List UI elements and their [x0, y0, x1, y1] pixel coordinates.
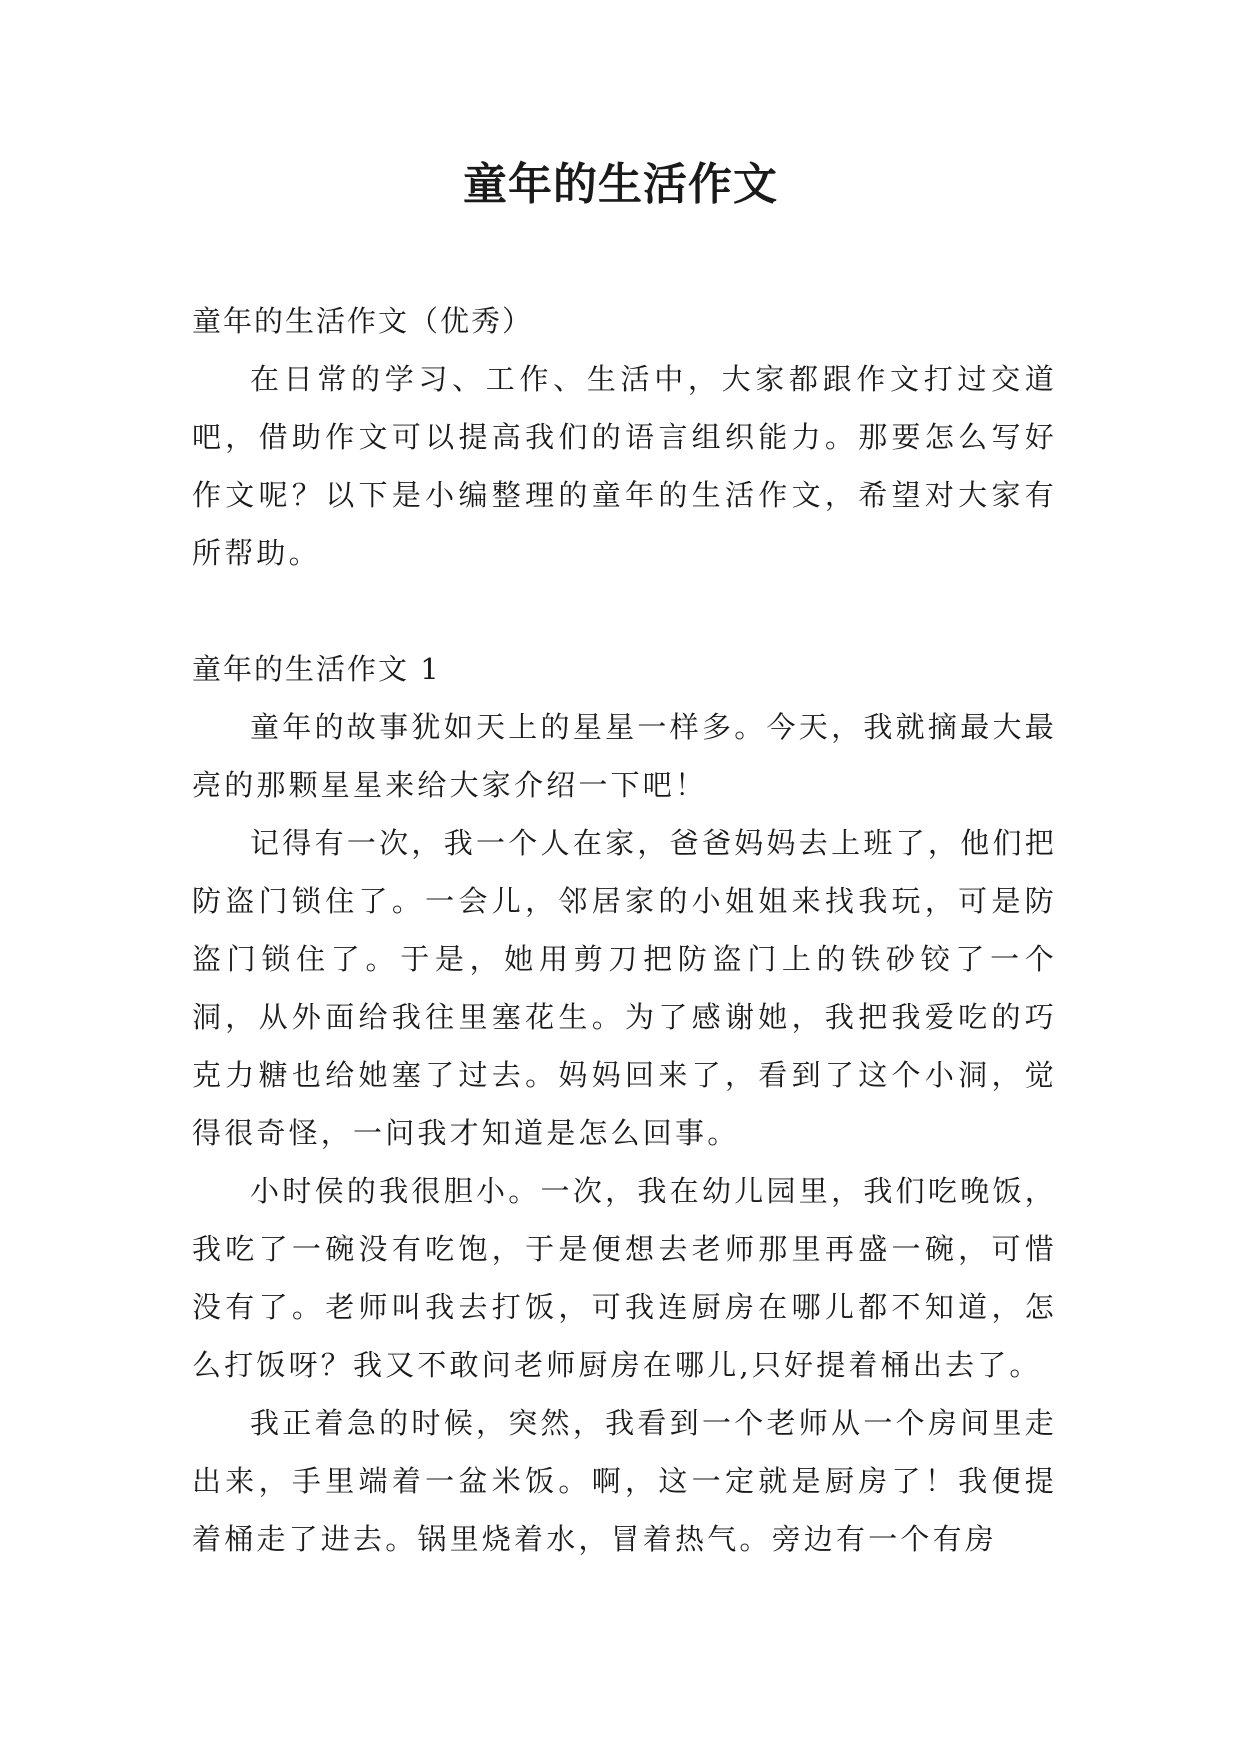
document-body [192, 292, 1057, 1568]
intro-heading: 童年的生活作文（优秀） [192, 304, 534, 338]
section-heading: 童年的生活作文 1 [192, 652, 441, 686]
document-title: 童年的生活作文 [463, 159, 778, 210]
section-spacer [192, 582, 1057, 640]
paragraph: 我正着急的时候，突然，我看到一个老师从一个房间里走出来，手里端着一盆米饭。啊，这一定就是厨房了！我便提着桶走了进去。锅里烧着水，冒着热气。旁边有一个有房 [192, 1406, 1057, 1556]
intro-paragraph: 在日常的学习、工作、生活中，大家都跟作文打过交道吧，借助作文可以提高我们的语言组织能力。那要怎么写好作文呢？以下是小编整理的童年的生活作文，希望对大家有所帮助。 [192, 362, 1057, 570]
paragraph: 记得有一次，我一个人在家，爸爸妈妈去上班了，他们把防盗门锁住了。一会儿，邻居家的小姐姐来找我玩，可是防盗门锁住了。于是，她用剪刀把防盗门上的铁砂铰了一个洞，从外面给我往里塞花生。为了感谢她，我把我爱吃的巧克力糖也给她塞了过去。妈妈回来了，看到了这个小洞，觉得很奇怪，一问我才知道是怎么回事。 [192, 826, 1057, 1150]
paragraph: 童年的故事犹如天上的星星一样多。今天，我就摘最大最亮的那颗星星来给大家介绍一下吧！ [192, 710, 1057, 802]
paragraph: 小时侯的我很胆小。一次，我在幼儿园里，我们吃晚饭，我吃了一碗没有吃饱，于是便想去老师那里再盛一碗，可惜没有了。老师叫我去打饭，可我连厨房在哪儿都不知道，怎么打饭呀？我又不敢问老师厨房在哪儿,只好提着桶出去了。 [192, 1174, 1057, 1382]
